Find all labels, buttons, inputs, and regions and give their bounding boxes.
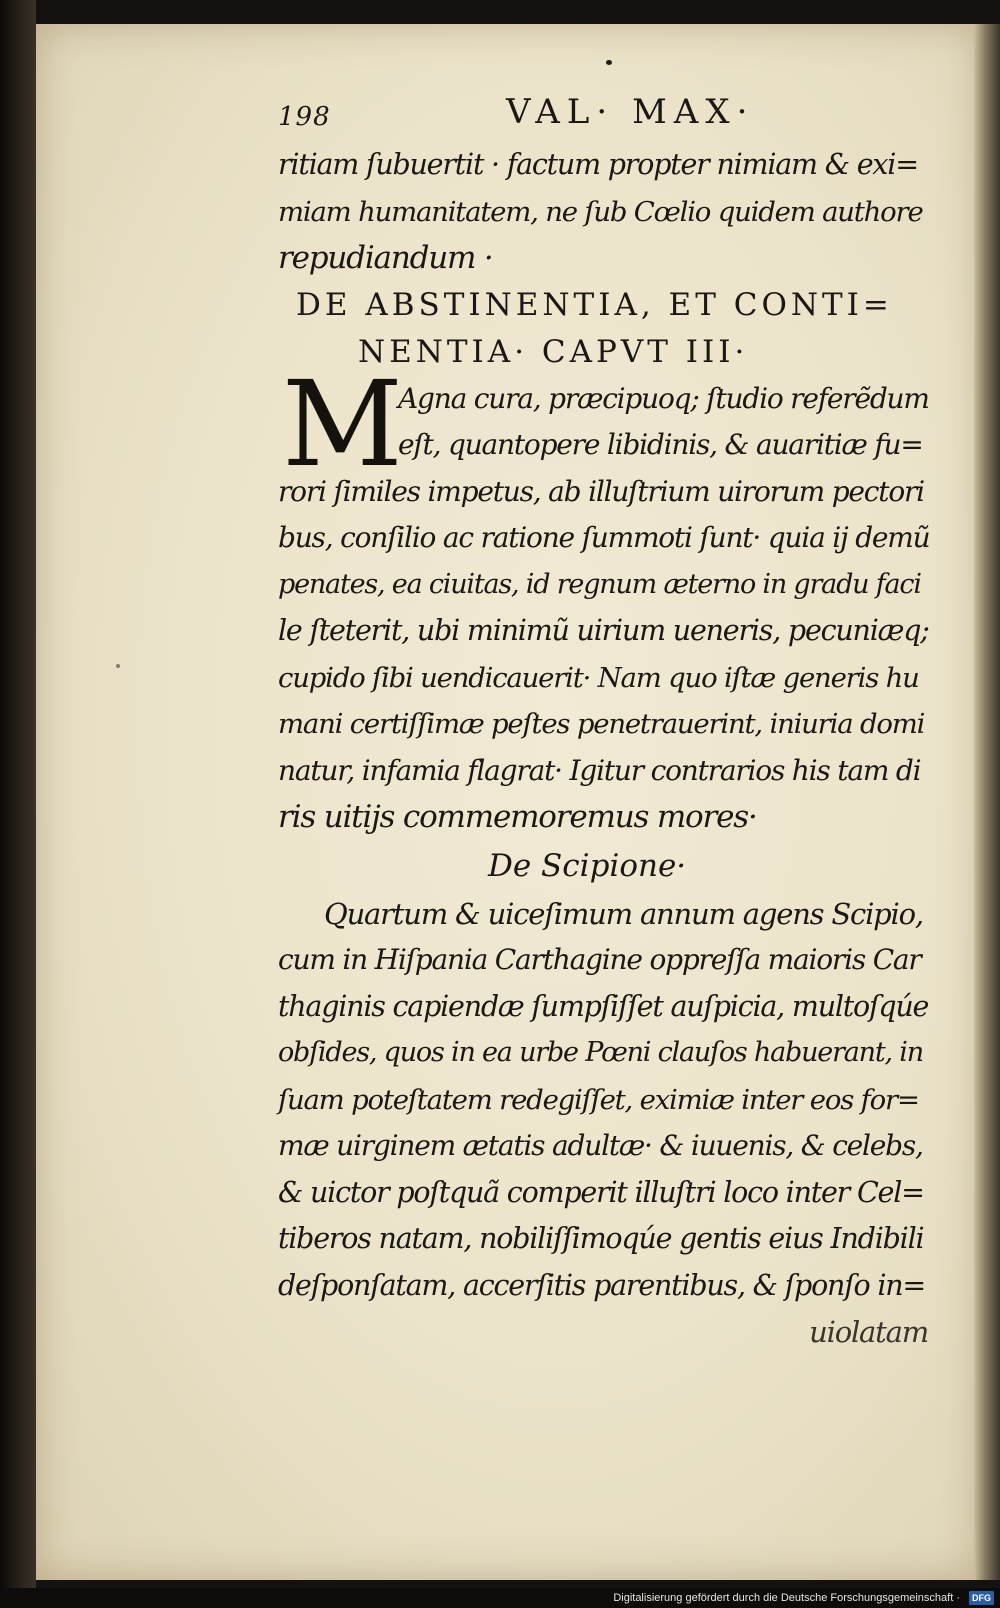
ink-speck [116,664,120,668]
text-line: ris uitijs commemoremus mores· [278,799,757,835]
page-number: 198 [278,102,331,132]
text-line: ſuam poteſtatem redegiſſet, eximiæ inter eos for= [278,1083,919,1116]
text-line: eſt, quantopere libidinis, & auaritiæ fu= [398,428,923,461]
chapter-title-continued: NENTIA· CAPVT III· [358,333,749,370]
text-line: Quartum & uiceſimum annum agens Scipio, [324,896,923,931]
text-line: Agna cura, præcipuoq; ſtudio referẽdum [398,381,929,415]
chapter-title: DE ABSTINENTIA, ET CONTI= [296,286,893,323]
text-line: tiberos natam, nobiliſſimoqúe gentis eius Indibili [278,1222,924,1255]
section-subheading: De Scipione· [488,847,687,884]
running-head: VAL· MAX· [506,92,755,132]
text-line: bus, conſilio ac ratione ſummoti ſunt· quia ij demũ [278,521,930,554]
drop-cap-initial: M [282,354,403,493]
digitization-footer [0,1588,1000,1608]
page-edge [974,24,1000,1580]
text-line: thaginis capiendæ ſumpſiſſet auſpicia, multoſqúe [278,989,929,1023]
funding-credit: Digitalisierung gefördert durch die Deutsche Forschungsgemeinschaft · [613,1592,960,1604]
text-line: deſponſatam, accerſitis parentibus, & ſponſo in= [278,1268,926,1302]
text-line: repudiandum · [278,240,493,276]
page-header [278,92,928,138]
text-line: miam humanitatem, ne ſub Cœlio quidem authore [278,195,923,228]
text-line: rori ſimiles impetus, ab illuſtrium uirorum pectori [278,474,924,508]
dfg-logo: DFG [969,1591,994,1605]
text-line: ritiam ſubuertit · factum propter nimiam & exi= [278,148,918,181]
text-line: natur, infamia flagrat· Igitur contrarios his tam di [278,753,921,787]
catchword: uiolatam [809,1315,928,1349]
text-line: cupido ſibi uendicauerit· Nam quo iſtæ generis hu [278,661,919,694]
ink-speck [606,60,612,65]
text-line: obſides, quos in ea urbe Pœni clauſos habuerant, in [278,1037,923,1068]
book-spine-shadow [0,0,36,1608]
text-line: le ſteterit, ubi minimũ uirium ueneris, pecuniæq; [278,614,929,647]
text-line: & uictor poſtquã comperit illuſtri loco inter Cel= [278,1175,924,1209]
text-line: mani certiſſimæ peſtes penetrauerint, iniuria domi [278,708,925,740]
text-line: penates, ea ciuitas, id regnum æterno in gradu faci [278,568,921,600]
page-text [278,92,928,1356]
text-line: cum in Hiſpania Carthagine oppreſſa maioris Car [278,943,921,976]
text-line: mæ uirginem ætatis adultæ· & iuuenis, & celebs, [278,1129,923,1162]
